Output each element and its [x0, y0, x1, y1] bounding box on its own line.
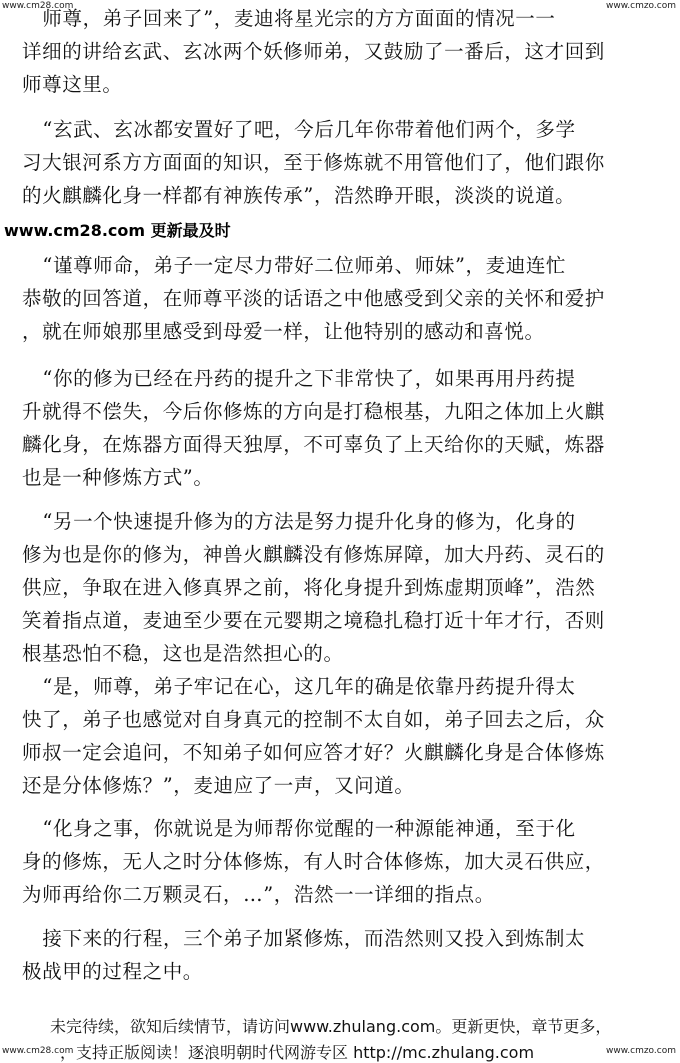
footer-promo-line-1[interactable]: 未完待续，欲知后续情节，请访问www.zhulang.com。更新更快，章节更多，	[50, 1017, 612, 1036]
promo-banner[interactable]: www.cm28.com 更新最及时	[4, 221, 231, 240]
footer-promo-line-2[interactable]: ，支持正版阅读！逐浪明朝时代网游专区 http://mc.zhulang.com	[60, 1043, 535, 1062]
paragraph-7: “化身之事，你就说是为师帮你觉醒的一种源能神通，至于化 身的修炼，无人之时分体修炼，有人时合体修炼，加大灵石供应， 为师再给你二万颗灵石，…”，浩然一一详细的指点。	[22, 817, 605, 906]
watermark-bottom-right: www.cmzo.com	[606, 1046, 676, 1056]
paragraph-6: “是，师尊，弟子牢记在心，这几年的确是依靠丹药提升得太 快了，弟子也感觉对自身真元的控制不太自如，弟子回去之后，众 师叔一定会追问，不知弟子如何应答才好？火麒麟化身是合体修炼 还是分体修炼？”，麦迪应了一声，又问道。	[22, 675, 605, 797]
paragraph-2: “玄武、玄冰都安置好了吧，今后几年你带着他们两个，多学 习大银河系方方面面的知识，至于修炼就不用管他们了，他们跟你 的火麒麟化身一样都有神族传承”，浩然睁开眼，淡淡的说道。	[22, 118, 605, 207]
watermark-top-right: www.cmzo.com	[606, 1, 676, 11]
paragraph-3: “谨尊师命，弟子一定尽力带好二位师弟、师妹”，麦迪连忙 恭敬的回答道，在师尊平淡的话语之中他感受到父亲的关怀和爱护 ，就在师娘那里感受到母爱一样，让他特别的感动和喜悦。	[22, 254, 605, 343]
paragraph-4: “你的修为已经在丹药的提升之下非常快了，如果再用丹药提 升就得不偿失，今后你修炼的方向是打稳根基，九阳之体加上火麒 麟化身，在炼器方面得天独厚，不可辜负了上天给你的天赋，炼器 也是一种修炼方式”。	[22, 367, 605, 489]
watermark-top-left: www.cm28.com	[2, 1, 74, 11]
paragraph-1: 师尊，弟子回来了”，麦迪将星光宗的方方面面的情况一一 详细的讲给玄武、玄冰两个妖修师弟，又鼓励了一番后，这才回到 师尊这里。	[22, 7, 605, 96]
paragraph-8: 接下来的行程，三个弟子加紧修炼，而浩然则又投入到炼制太 极战甲的过程之中。	[22, 927, 586, 983]
paragraph-5: “另一个快速提升修为的方法是努力提升化身的修为，化身的 修为也是你的修为，神兽火麒麟没有修炼屏障，加大丹药、灵石的 供应，争取在进入修真界之前，将化身提升到炼虚期顶峰”，浩然 笑着指点道，麦迪至少要在元婴期之境稳扎稳打近十年才行，否则 根基恐怕不稳，这也是浩然担心的。	[22, 510, 605, 665]
watermark-bottom-left: www.cm28.com	[2, 1046, 74, 1056]
